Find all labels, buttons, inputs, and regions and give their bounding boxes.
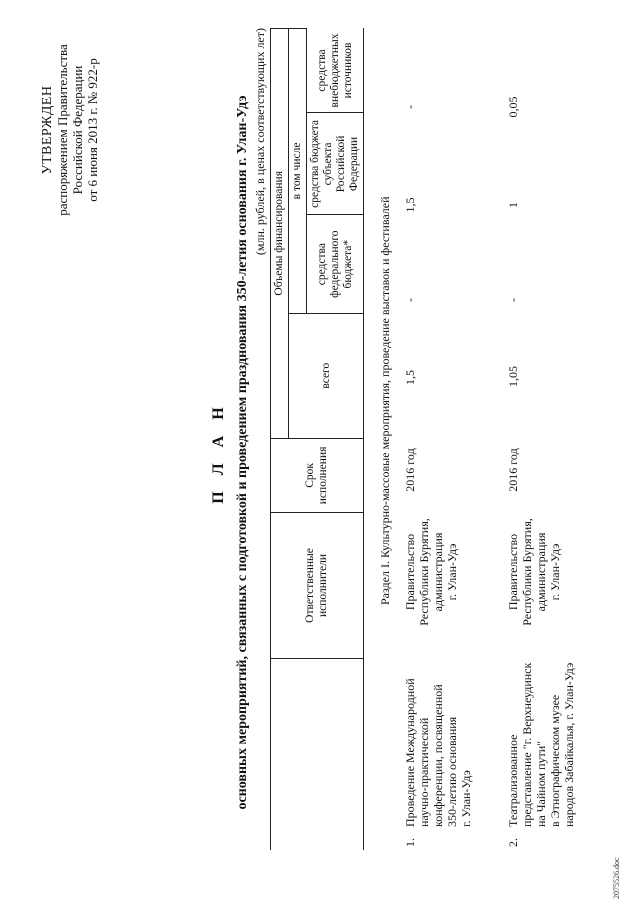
doc-id: 2075526.doc: [612, 857, 621, 899]
row-1-executors: Правительство Республики Бурятия, администрация г. Улан-Удэ: [403, 518, 459, 626]
approval-block: [40, 10, 100, 250]
plan-subtitle: основных мероприятий, связанных с подготовкой и проведением празднования 350-летия основания г. Улан-Удэ: [235, 95, 250, 810]
row-2-total: 1,05: [506, 366, 520, 387]
plan-table-header: [270, 28, 364, 850]
col-total-header: всего: [289, 313, 364, 438]
units-note: (млн. рублей, в ценах соответствующих лет): [253, 28, 267, 256]
row-2-deadline: 2016 год: [506, 448, 520, 492]
row-1-federal: -: [403, 298, 417, 302]
col-offbudget-header: средства внебюджетных источников: [307, 29, 364, 113]
row-2-regional: 1: [506, 202, 520, 208]
col-federal-header: средства федерального бюджета*: [307, 215, 364, 313]
plan-title: П Л А Н: [210, 401, 227, 504]
col-including-header: в том числе: [289, 29, 307, 314]
row-1-num: 1.: [403, 838, 417, 847]
col-funding-header: Объемы финансирования: [271, 29, 289, 439]
row-2-name: Театрализованное представление "г. Верхнеудинск на Чайном пути" в Этнографическом музее народов Забайкалья, г. Улан-Удэ: [506, 662, 576, 827]
approval-line-2: Российской Федерации: [70, 65, 85, 195]
col-deadline-header: Срок исполнения: [271, 438, 364, 513]
col-name-header: [271, 658, 364, 850]
col-executors-header: Ответственные исполнители: [271, 513, 364, 658]
approval-heading: УТВЕРЖДЕН: [40, 85, 55, 175]
row-2-num: 2.: [506, 838, 520, 847]
approval-line-1: распоряжением Правительства: [55, 44, 70, 216]
row-1-regional: 1,5: [403, 197, 417, 213]
row-1-total: 1,5: [403, 370, 417, 385]
row-1-deadline: 2016 год: [403, 448, 417, 492]
row-1-offbudget: -: [403, 105, 417, 109]
row-2-federal: -: [506, 298, 520, 302]
row-2-offbudget: 0,05: [506, 96, 520, 118]
approval-line-3: от 6 июня 2013 г. № 922-р: [85, 58, 100, 202]
row-1-name: Проведение Международной научно-практической конференции, посвященной 350-летию основания г. Улан-Удэ: [403, 678, 473, 827]
row-2-executors: Правительство Республики Бурятия, администрация г. Улан-Удэ: [506, 518, 562, 626]
section-1-title: Раздел I. Культурно-массовые мероприятия, проведение выставок и фестивалей: [378, 196, 392, 605]
col-regional-header: средства бюджета субъекта Российской Федерации: [307, 113, 364, 215]
